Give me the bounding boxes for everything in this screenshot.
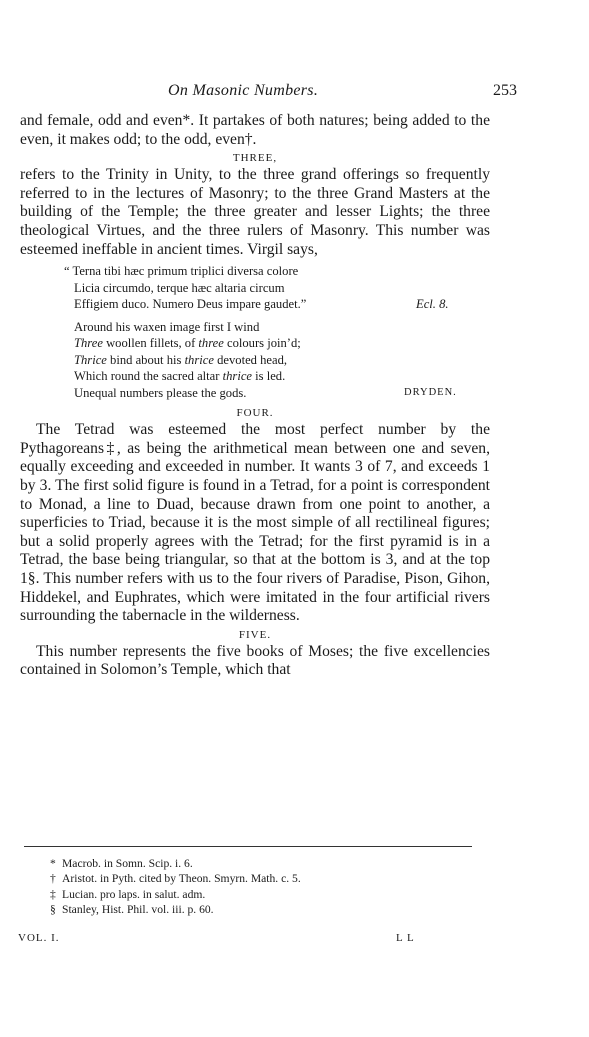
latin-verse-line: Effigiem duco. Numero Deus impare gaudet.” Ecl. 8. xyxy=(74,297,449,312)
latin-verse-line: “ Terna tibi hæc primum triplici diversa colore xyxy=(64,264,299,279)
verse-author: DRYDEN. xyxy=(404,386,457,398)
footnote: * Macrob. in Somn. Scip. i. 6. xyxy=(50,857,193,870)
heading-four: FOUR. xyxy=(236,407,274,420)
page-body xyxy=(20,112,490,680)
footnote: § Stanley, Hist. Phil. vol. iii. p. 60. xyxy=(50,902,214,916)
english-verse-line: Thrice bind about his thrice devoted head, xyxy=(74,352,288,367)
sheet-signature: L L xyxy=(396,932,415,944)
running-title: On Masonic Numbers. xyxy=(168,82,319,99)
verse-quotation xyxy=(20,263,490,401)
english-verse-line: Which round the sacred altar thrice is led. xyxy=(74,369,286,384)
footnotes xyxy=(50,856,470,917)
page-header xyxy=(0,82,589,104)
five-paragraph: This number represents the five books of Moses; the five excellencies contained in Solomon’s Temple, which that xyxy=(20,642,490,679)
four-paragraph: The Tetrad was esteemed the most perfect number by the Pythagoreans‡, as being the arithmetical mean between one and seven, equally exceeding and exceeded in number. It wants 3 of 7, and exceeds 1 by 3. The first solid figure is found in a Tetrad, for a point is correspondent to Monad, a line to Duad, because drawn from one point to another, a superficies to Triad, because it is the most simple of all rectilineal figures; but a solid properly agrees with the Tetrad; for the first pyramid is in a Tetrad, the base being triangular, so that at the bottom is 3, and at the top 1§. This number refers with us to the four rivers of Paradise, Pison, Gihon, Hiddekel, and Euphrates, which were imitated in the four artificial rivers surrounding the tabernacle in the wilderness. xyxy=(20,421,490,625)
footnote: † Aristot. in Pyth. cited by Theon. Smyrn. Math. c. 5. xyxy=(50,872,301,886)
heading-three: THREE, xyxy=(232,152,278,165)
volume-mark: VOL. I. xyxy=(18,932,60,944)
three-paragraph: refers to the Trinity in Unity, to the three grand offerings so frequently referred to in the lectures of Masonry; to the three Grand Masters at the building of the Temple; the three greater and lesser Lights; the three theological Virtues, and the three rulers of Masonry. This number was esteemed ineffable in ancient times. Virgil says, xyxy=(20,166,490,258)
intro-paragraph: and female, odd and even*. It partakes of both natures; being added to the even, it makes odd; to the odd, even†. xyxy=(20,112,490,148)
english-verse-line: Around his waxen image first I wind xyxy=(74,319,260,334)
latin-verse-line: Licia circumdo, terque hæc altaria circum xyxy=(74,280,285,295)
verse-reference: Ecl. 8. xyxy=(416,297,449,312)
english-verse-line: Unequal numbers please the gods. DRYDEN. xyxy=(74,385,457,400)
footnote-rule xyxy=(24,846,472,847)
english-verse-line: Three woollen fillets, of three colours join’d; xyxy=(74,336,301,351)
heading-five: FIVE. xyxy=(238,628,272,641)
page-number: 253 xyxy=(493,82,517,99)
footnote: ‡ Lucian. pro laps. in salut. adm. xyxy=(50,887,206,901)
